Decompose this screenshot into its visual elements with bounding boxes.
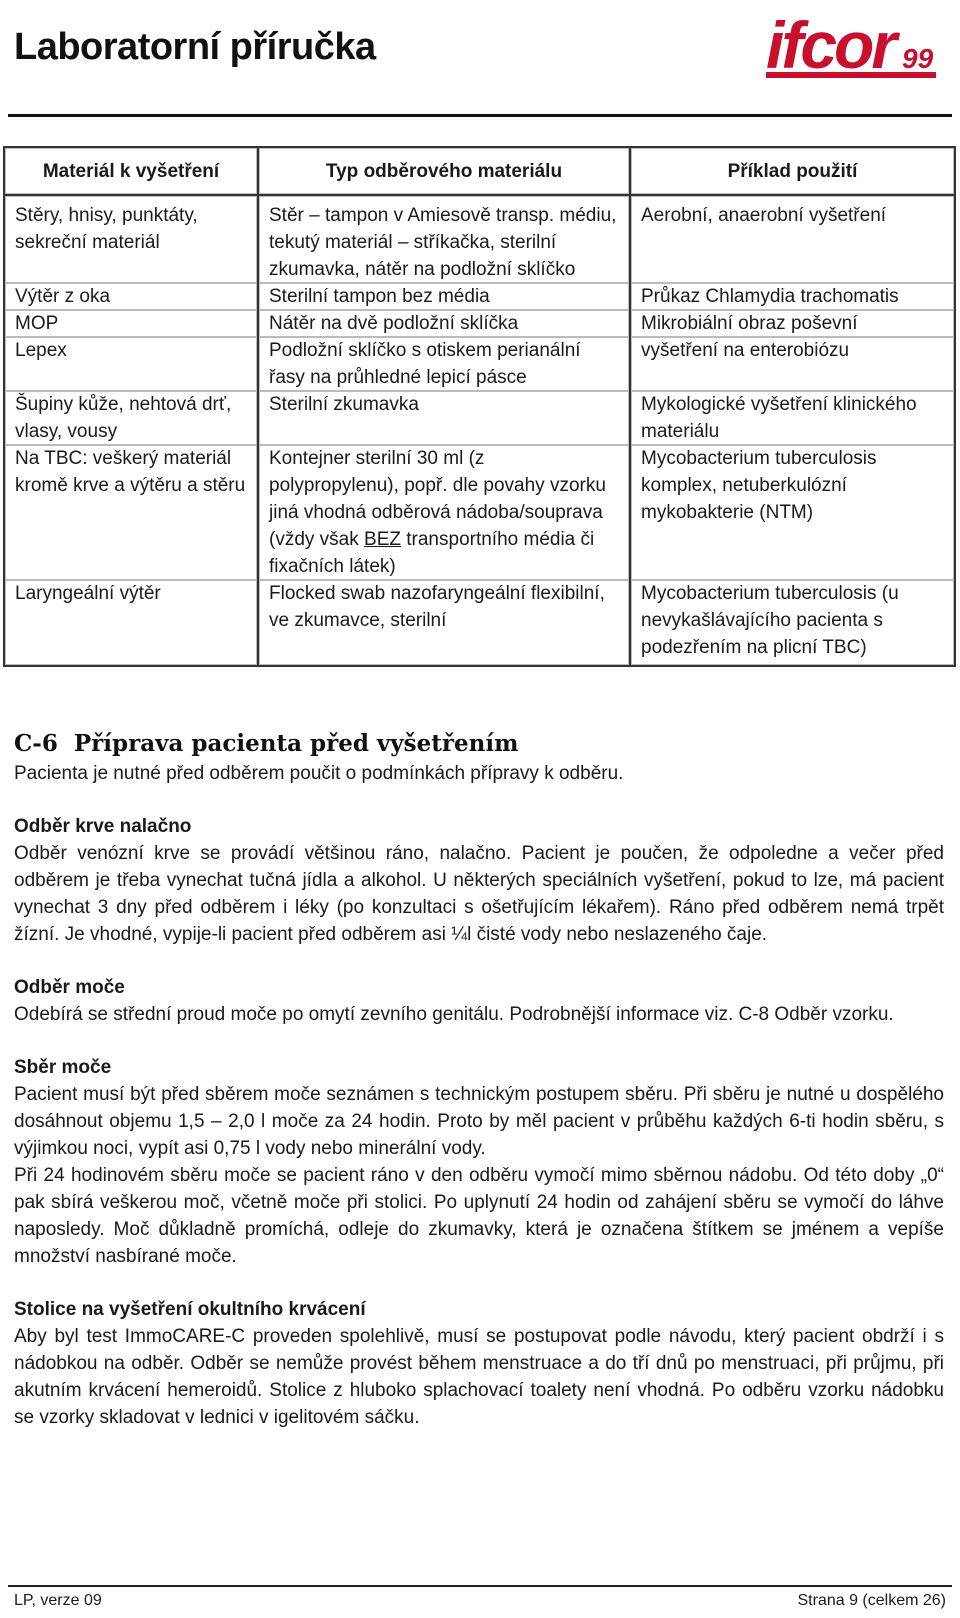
- cell-material: Stěry, hnisy, punktáty, sekreční materiál: [4, 195, 258, 283]
- footer-version: LP, verze 09: [14, 1592, 102, 1609]
- cell-typ: Sterilní tampon bez média: [258, 283, 630, 310]
- section-intro: Pacienta je nutné před odběrem poučit o podmínkách přípravy k odběru.: [14, 763, 624, 784]
- cell-typ-text: transportního média či fixačních látek): [269, 529, 595, 577]
- cell-material: Výtěr z oka: [4, 283, 258, 310]
- footer-divider: [8, 1585, 952, 1587]
- table-row: [4, 283, 955, 310]
- table-header-row: [4, 147, 955, 195]
- subheading-odber-moce: Odběr moče: [14, 977, 125, 998]
- footer-page-number: Strana 9 (celkem 26): [797, 1592, 946, 1609]
- cell-typ: Flocked swab nazofaryngeální flexibilní, ve zkumavce, sterilní: [258, 580, 630, 666]
- cell-pouziti: Průkaz Chlamydia trachomatis: [630, 283, 955, 310]
- subheading-sber-moce: Sběr moče: [14, 1057, 112, 1078]
- cell-pouziti: vyšetření na enterobiózu: [630, 337, 955, 391]
- table-row: [4, 445, 955, 580]
- table-row: [4, 337, 955, 391]
- paragraph: Při 24 hodinovém sběru moče se pacient ráno v den odběru vymočí mimo sběrnou nádobu. Od této doby „0“ pak sbírá veškerou moč, včetně moče při stolici. Po uplynutí 24 hodin od zahájení sběru se vymočí do láhve naposledy. Moč důkladně promíchá, odleje do zkumavky, která je označena štítkem se jménem a vepíše množství nasbírané moče.: [14, 1165, 944, 1267]
- cell-typ-text: Kontejner sterilní 30 ml (z polypropylenu), popř. dle povahy vzorku jiná vhodná odběrová nádoba/souprava (vždy však: [269, 448, 606, 550]
- section-title: Příprava pacienta před vyšetřením: [73, 730, 519, 757]
- document-title: Laboratorní příručka: [14, 26, 376, 68]
- table-row: [4, 391, 955, 445]
- cell-typ: [258, 445, 630, 580]
- paragraph: Pacient musí být před sběrem moče seznámen s technickým postupem sběru. Při sběru je nutné u dospělého dosáhnout objemu 1,5 – 2,0 l moče za 24 hodin. Proto by měl pacient v průběhu každých 6-ti hodin sběru, s výjimkou noci, vypít asi 0,75 l vody nebo minerální vody.: [14, 1084, 944, 1159]
- ifcor-logo: [766, 4, 936, 86]
- cell-material: Lepex: [4, 337, 258, 391]
- cell-material: Šupiny kůže, nehtová drť, vlasy, vousy: [4, 391, 258, 445]
- column-header-material: Materiál k vyšetření: [4, 147, 258, 195]
- paragraph: Odběr venózní krve se provádí většinou ráno, nalačno. Pacient je poučen, že odpoledne a večer před odběrem je třeba vynechat tučná jídla a alkohol. U některých speciálních vyšetření, pokud to lze, má pacient vynechat 3 dny před odběrem i léky (po konzultaci s ošetřujícím lékařem). Ráno před odběrem nemá trpět žízní. Je vhodné, vypije-li pacient před odběrem asi ¼l čisté vody nebo neslazeného čaje.: [14, 843, 944, 945]
- subheading-stolice: Stolice na vyšetření okultního krvácení: [14, 1299, 366, 1320]
- cell-material: Laryngeální výtěr: [4, 580, 258, 666]
- cell-typ: Podložní sklíčko s otiskem perianální řasy na průhledné lepicí pásce: [258, 337, 630, 391]
- table-row: [4, 195, 955, 283]
- cell-pouziti: Mycobacterium tuberculosis (u nevykašlávajícího pacienta s podezřením na plicní TBC): [630, 580, 955, 666]
- section-number: C-6: [14, 730, 58, 757]
- cell-pouziti: Mykologické vyšetření klinického materiálu: [630, 391, 955, 445]
- cell-pouziti: Mikrobiální obraz poševní: [630, 310, 955, 337]
- cell-material: Na TBC: veškerý materiál kromě krve a výtěru a stěru: [4, 445, 258, 580]
- cell-typ-emphasis: BEZ: [364, 529, 401, 550]
- page-header: [0, 0, 960, 118]
- column-header-pouziti: Příklad použití: [630, 147, 955, 195]
- logo-suffix: 99: [902, 43, 934, 74]
- cell-typ: Nátěr na dvě podložní sklíčka: [258, 310, 630, 337]
- column-header-typ: Typ odběrového materiálu: [258, 147, 630, 195]
- material-table: [3, 146, 956, 667]
- header-divider: [8, 114, 952, 117]
- cell-typ: Sterilní zkumavka: [258, 391, 630, 445]
- paragraph: Odebírá se střední proud moče po omytí zevního genitálu. Podrobnější informace viz. C-8 Odběr vzorku.: [14, 1004, 894, 1025]
- section-c6: [14, 728, 944, 1431]
- paragraph: Aby byl test ImmoCARE-C proveden spolehlivě, musí se postupovat podle návodu, který pacient obdrží i s nádobkou na odběr. Odběr se nemůže provést během menstruace a do tří dnů po menstruaci, při průjmu, při akutním krvácení hemeroidů. Stolice z hluboko splachovací toalety není vhodná. Po odběru vzorku nádobku se vzorky skladovat v lednici v igelitovém sáčku.: [14, 1326, 944, 1428]
- cell-pouziti: Aerobní, anaerobní vyšetření: [630, 195, 955, 283]
- logo-text: ifcor: [766, 8, 895, 82]
- cell-pouziti: Mycobacterium tuberculosis komplex, netuberkulózní mykobakterie (NTM): [630, 445, 955, 580]
- section-heading: [14, 728, 944, 760]
- cell-typ: Stěr – tampon v Amiesově transp. médiu, tekutý materiál – stříkačka, sterilní zkumavka, nátěr na podložní sklíčko: [258, 195, 630, 283]
- table-row: [4, 580, 955, 666]
- subheading-odber-krve: Odběr krve nalačno: [14, 816, 192, 837]
- table-row: [4, 310, 955, 337]
- cell-material: MOP: [4, 310, 258, 337]
